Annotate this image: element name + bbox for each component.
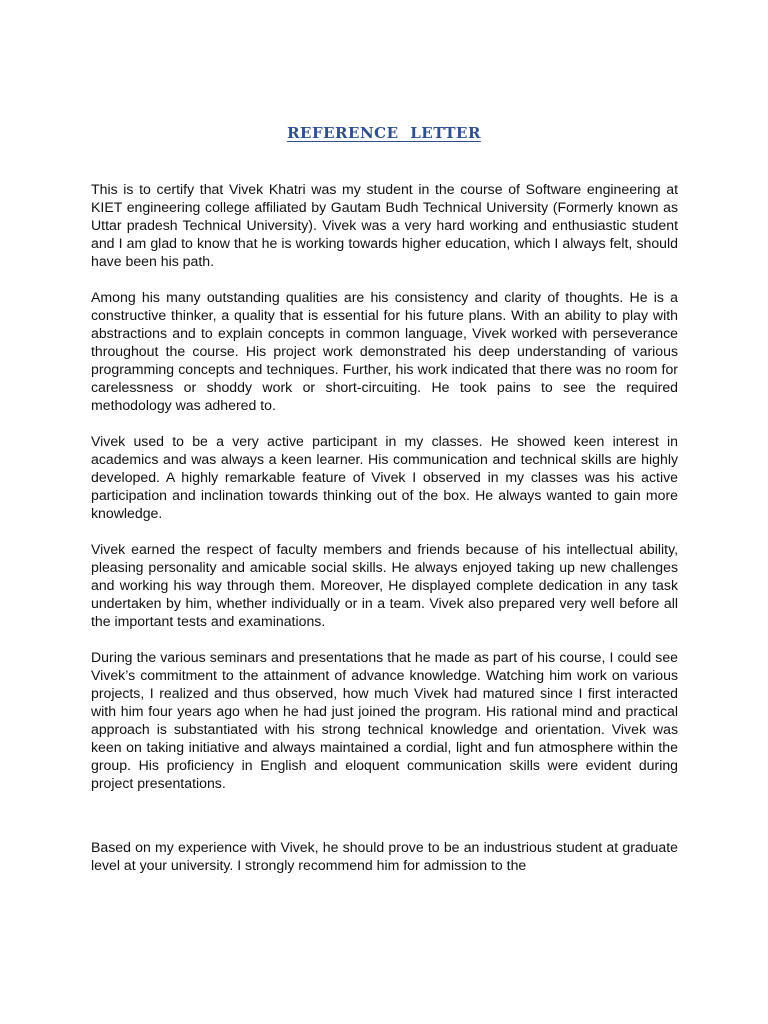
paragraph-participation: Vivek used to be a very active participant in my classes. He showed keen interest in academics and was always a keen learner. His communication and technical skills are highly developed. A highly remarkable feature of Vivek I observed in my classes was his active participation and inclination towards thinking out of the box. He always wanted to gain more knowledge. xyxy=(91,433,678,521)
letter-body xyxy=(91,180,678,874)
paragraph-recommendation: Based on my experience with Vivek, he should prove to be an industrious student at graduate level at your university. I strongly recommend him for admission to the xyxy=(91,839,678,873)
letter-title xyxy=(0,124,768,142)
paragraph-qualities: Among his many outstanding qualities are his consistency and clarity of thoughts. He is a constructive thinker, a quality that is essential for his future plans. With an ability to play with abstractions and to explain concepts in common language, Vivek worked with perseverance throughout the course. His project work demonstrated his deep understanding of various programming concepts and techniques. Further, his work indicated that there was no room for carelessness or shoddy work or short-circuiting. He took pains to see the required methodology was adhered to. xyxy=(91,289,678,413)
paragraph-respect: Vivek earned the respect of faculty members and friends because of his intellectual ability, pleasing personality and amicable social skills. He always enjoyed taking up new challenges and working his way through them. Moreover, He displayed complete dedication in any task undertaken by him, whether individually or in a team. Vivek also prepared very well before all the important tests and examinations. xyxy=(91,541,678,629)
paragraph-certification: This is to certify that Vivek Khatri was my student in the course of Software engineering at KIET engineering college affiliated by Gautam Budh Technical University (Formerly known as Uttar pradesh Technical University). Vivek was a very hard working and enthusiastic student and I am glad to know that he is working towards higher education, which I always felt, should have been his path. xyxy=(91,181,678,269)
paragraph-seminars: During the various seminars and presentations that he made as part of his course, I could see Vivek’s commitment to the attainment of advance knowledge. Watching him work on various projects, I realized and thus observed, how much Vivek had matured since I first interacted with him four years ago when he had just joined the program. His rational mind and practical approach is substantiated with his strong technical knowledge and orientation. Vivek was keen on taking initiative and always maintained a cordial, light and fun atmosphere within the group. His proficiency in English and eloquent communication skills were evident during project presentations. xyxy=(91,649,678,791)
letter-title-text: REFERENCE LETTER xyxy=(287,124,481,142)
